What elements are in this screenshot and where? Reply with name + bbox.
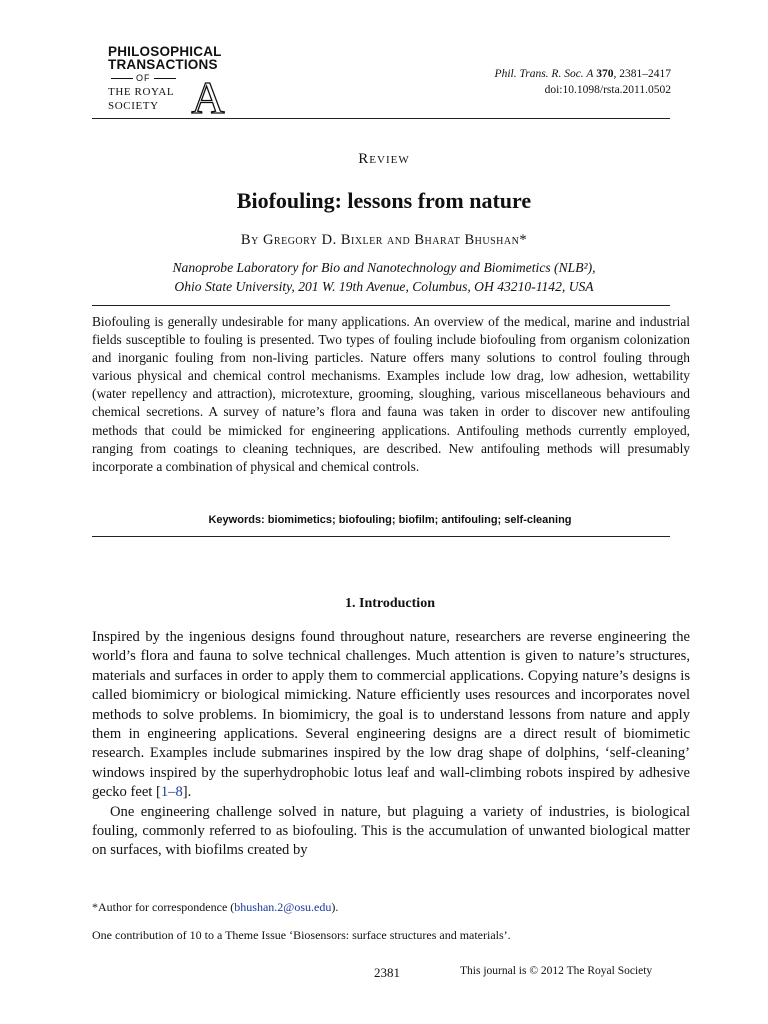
logo-line-1: PHILOSOPHICAL xyxy=(108,44,222,59)
logo-line-4: THE ROYAL xyxy=(108,86,175,98)
introduction-body xyxy=(92,628,690,861)
article-authors: By Gregory D. Bixler and Bharat Bhushan* xyxy=(240,232,528,248)
section-heading: 1. Introduction xyxy=(345,596,435,611)
intro-paragraph-2: One engineering challenge solved in nature, but plaguing a variety of industries, is biological fouling, commonly referred to as biofouling. This is the accumulation of unwanted biological matter on surfaces, with biofilms created by xyxy=(92,803,690,859)
header-rule xyxy=(92,118,670,119)
abstract-bottom-rule xyxy=(92,536,670,537)
citation-link[interactable]: 1–8 xyxy=(160,784,183,801)
keywords-list: biomimetics; biofouling; biofilm; antifouling; self-cleaning xyxy=(267,514,572,526)
page-number: 2381 xyxy=(374,965,400,980)
author-affiliation xyxy=(0,258,768,296)
copyright-notice: This journal is © 2012 The Royal Society xyxy=(460,965,653,977)
affiliation-line-1: Nanoprobe Laboratory for Bio and Nanotechnology and Biomimetics (NLB²), xyxy=(172,260,596,275)
logo-line-2: TRANSACTIONS xyxy=(108,57,218,72)
author-email-link[interactable]: bhushan.2@osu.edu xyxy=(234,900,332,914)
abstract: Biofouling is generally undesirable for many applications. An overview of the medical, marine and industrial fields susceptible to fouling is presented. Two types of fouling include biofouling from organism colonization and inorganic fouling from non-living particles. Nature offers many solutions to control fouling through various physical and chemical control mechanisms. Examples include low drag, low adhesion, wettability (water repellency and attraction), microtexture, grooming, sloughing, various miscellaneous behaviours and chemical secretions. A survey of nature’s flora and fauna was taken in order to discover new antifouling methods that could be mimicked for engineering applications. Antifouling methods currently employed, ranging from coatings to cleaning techniques, are described. New antifouling methods will presumably incorporate a combination of physical and chemical controls. xyxy=(92,314,690,474)
journal-name: Phil. Trans. R. Soc. A xyxy=(494,68,594,80)
intro-paragraph-1: Inspired by the ingenious designs found throughout nature, researchers are reverse engineering the world’s flora and fauna to solve technical challenges. Much attention is given to nature’s structures, materials and surfaces in order to apply them to commercial applications. Copying nature’s designs is called biomimicry or biological mimicking. Nature efficiently uses resources and incorporates novel methods to solve problems. In biomimicry, the goal is to understand lessons from nature and apply them in engineering applications. Several engineering designs are a direct result of biomimetic research. Examples include submarines inspired by the low drag shape of dolphins, ‘self-cleaning’ windows inspired by the superhydrophobic lotus leaf and wall-climbing robots inspired by adhesive gecko feet [1–8]. xyxy=(92,629,690,801)
abstract-top-rule xyxy=(92,305,670,306)
svg-text:A: A xyxy=(191,75,225,119)
logo-line-5: SOCIETY xyxy=(108,100,159,112)
journal-pages: , 2381–2417 xyxy=(613,68,671,80)
journal-volume: 370 xyxy=(596,68,614,80)
affiliation-line-2: Ohio State University, 201 W. 19th Avenue, Columbus, OH 43210-1142, USA xyxy=(174,279,594,294)
doi: doi:10.1098/rsta.2011.0502 xyxy=(544,84,671,96)
article-type: Review xyxy=(358,151,410,167)
keywords-label: Keywords: xyxy=(208,514,265,526)
theme-issue-footnote: One contribution of 10 to a Theme Issue ‘Biosensors: surface structures and materials’. xyxy=(92,928,511,942)
logo-line-3: OF xyxy=(108,73,179,83)
keywords xyxy=(0,514,768,526)
journal-citation xyxy=(495,66,671,98)
royal-society-emblem-icon xyxy=(190,75,226,119)
correspondence-footnote: *Author for correspondence (bhushan.2@osu.edu). xyxy=(92,900,339,914)
royal-society-logo xyxy=(108,45,226,119)
article-title: Biofouling: lessons from nature xyxy=(236,188,532,213)
